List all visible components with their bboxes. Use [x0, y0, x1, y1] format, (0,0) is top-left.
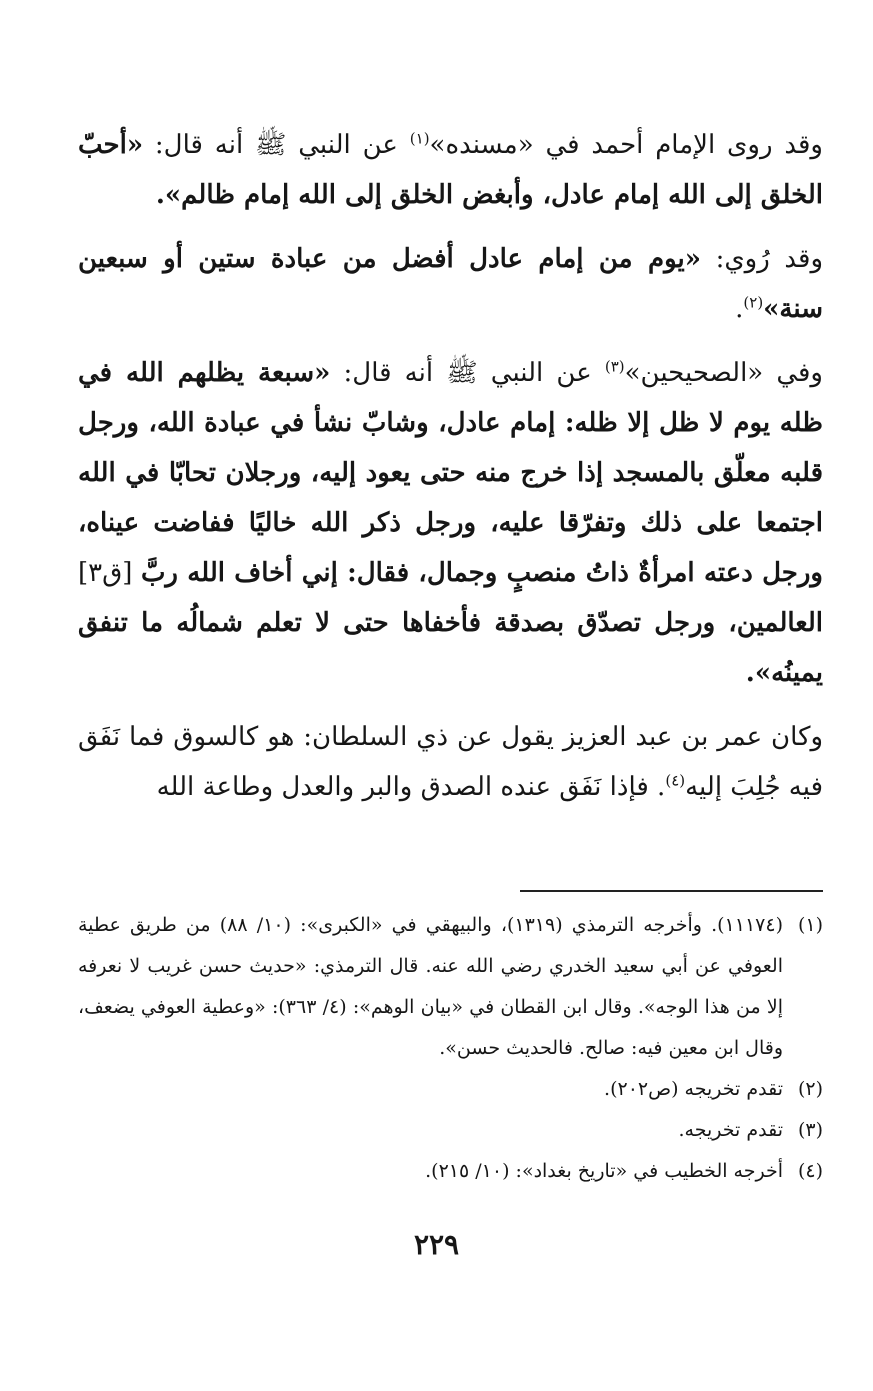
footnote-text: تقدم تخريجه (ص٢٠٢). [604, 1078, 783, 1100]
footnote-4 [78, 1151, 823, 1192]
footnote-text: (١١١٧٤). وأخرجه الترمذي (١٣١٩)، والبيهقي في «الكبرى»: (١٠/ ٨٨) من طريق عطية العوفي عن أبي سعيد الخدري رضي الله عنه. قال الترمذي: «حديث حسن غريب لا نعرفه إلا من هذا الوجه». وقال ابن القطان في «بيان الوهم»: (٤/ ٣٦٣): «وعطية العوفي يضعف، وقال ابن معين فيه: صالح. فالحديث حسن». [78, 914, 783, 1059]
hadith-quote: «أحبّ الخلق إلى الله إمام عادل، وأبغض الخلق إلى الله إمام ظالم». [78, 130, 823, 210]
hadith-quote: «سبعة يظلهم الله في ظله يوم لا ظل إلا ظله: إمام عادل، وشابّ نشأ في عبادة الله، ورجل قلبه معلّق بالمسجد إذا خرج منه حتى يعود إليه، ورجلان تحابّا في الله اجتمعا على ذلك وتفرّقا عليه، ورجل ذكر الله خاليًا ففاضت عيناه، ورجل دعته امرأةٌ ذاتُ منصبٍ وجمال، فقال: إني أخاف الله ربَّ [78, 358, 823, 588]
footnote-2 [78, 1069, 823, 1110]
footnote-number: (٣) [797, 1119, 823, 1141]
footnotes [78, 905, 823, 1192]
text-run: وقد رُوي: [701, 244, 823, 274]
paragraph-1 [78, 120, 823, 220]
footnote-3 [78, 1110, 823, 1151]
footnote-ref-2: (٢) [743, 293, 764, 312]
footnote-separator [520, 890, 823, 892]
text-run: وفي «الصحيحين» [624, 358, 823, 388]
text-run: . [735, 294, 744, 324]
text-run: وقد روى الإمام أحمد في «مسنده» [429, 130, 823, 160]
footnote-text: أخرجه الخطيب في «تاريخ بغداد»: (١٠/ ٢١٥). [425, 1160, 783, 1182]
paragraph-4 [78, 712, 823, 812]
hadith-quote: «يوم من إمام عادل أفضل من عبادة ستين أو سبعين سنة» [78, 244, 823, 324]
paragraph-3 [78, 348, 823, 698]
paragraph-2 [78, 234, 823, 334]
footnote-ref-4: (٤) [665, 771, 686, 790]
footnote-number: (١) [797, 914, 823, 936]
footnote-ref-3: (٣) [604, 357, 625, 376]
footnote-number: (٢) [797, 1078, 823, 1100]
text-run: . فإذا نَفَق عنده الصدق والبر والعدل وطاعة الله [156, 772, 666, 802]
footnote-number: (٤) [797, 1160, 823, 1182]
page-number: ٢٢٩ [413, 1228, 460, 1261]
hadith-quote: العالمين، ورجل تصدّق بصدقة فأخفاها حتى لا تعلم شمالُه ما تنفق يمينُه». [78, 608, 823, 688]
footnote-text: تقدم تخريجه. [678, 1119, 783, 1141]
footnote-ref-1: (١) [409, 129, 430, 148]
main-text [78, 120, 823, 812]
text-run: عن النبي ﷺ أنه قال: [330, 358, 605, 388]
text-run: عن النبي ﷺ أنه قال: [143, 130, 410, 160]
text-run: وكان عمر بن عبد العزيز يقول عن ذي السلطان: هو كالسوق فما نَفَق فيه جُلِبَ إليه [78, 722, 823, 802]
footnote-1 [78, 905, 823, 1069]
manuscript-folio-marker: [ق٣] [78, 558, 141, 588]
